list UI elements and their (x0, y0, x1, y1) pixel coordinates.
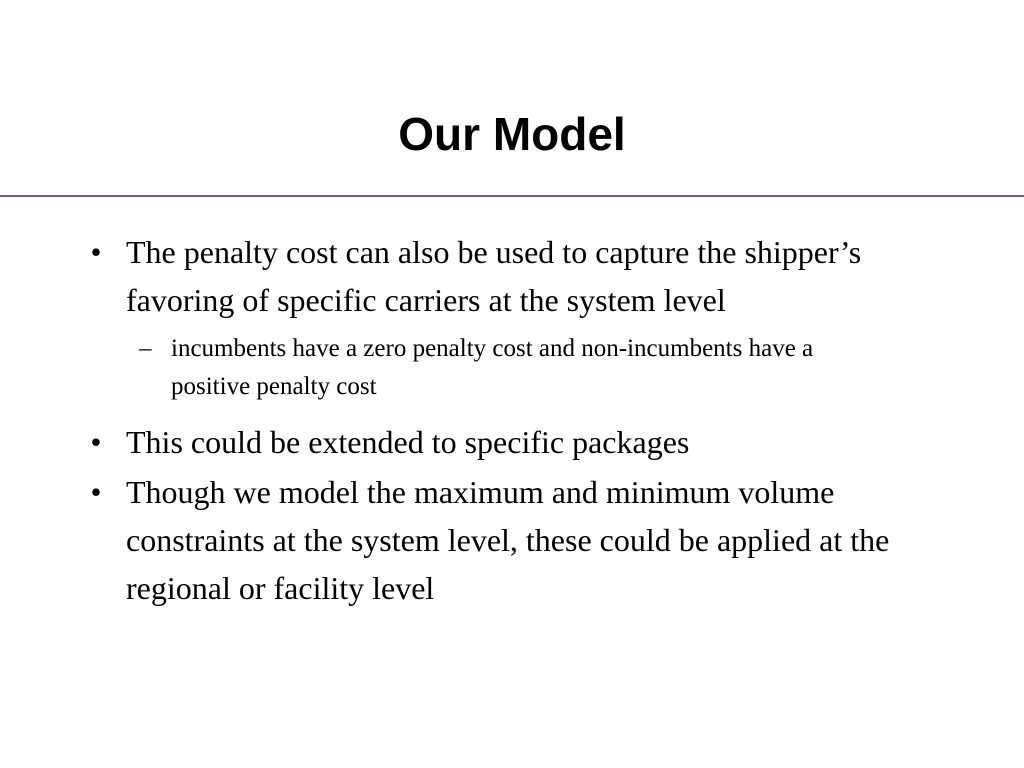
bullet-text: This could be extended to specific packages (126, 424, 690, 460)
slide-body (0, 228, 1024, 614)
bullet-item (90, 468, 946, 612)
slide-title: Our Model (398, 108, 626, 160)
bullet-item (90, 228, 946, 324)
bullet-dot-icon: • (90, 234, 102, 270)
bullet-text: The penalty cost can also be used to capture the shipper’s favoring of specific carriers at the system level (126, 234, 862, 318)
title-divider (0, 195, 1024, 197)
sub-bullet-text: incumbents have a zero penalty cost and non-incumbents have a positive penalty cost (171, 335, 814, 400)
bullet-item (90, 418, 946, 466)
bullet-dot-icon: • (90, 474, 102, 510)
bullet-dot-icon: • (90, 424, 102, 460)
dash-icon: – (139, 335, 152, 362)
sub-bullet-item (139, 330, 831, 406)
bullet-text: Though we model the maximum and minimum volume constraints at the system level, these could be applied at the regional or facility level (126, 474, 890, 606)
